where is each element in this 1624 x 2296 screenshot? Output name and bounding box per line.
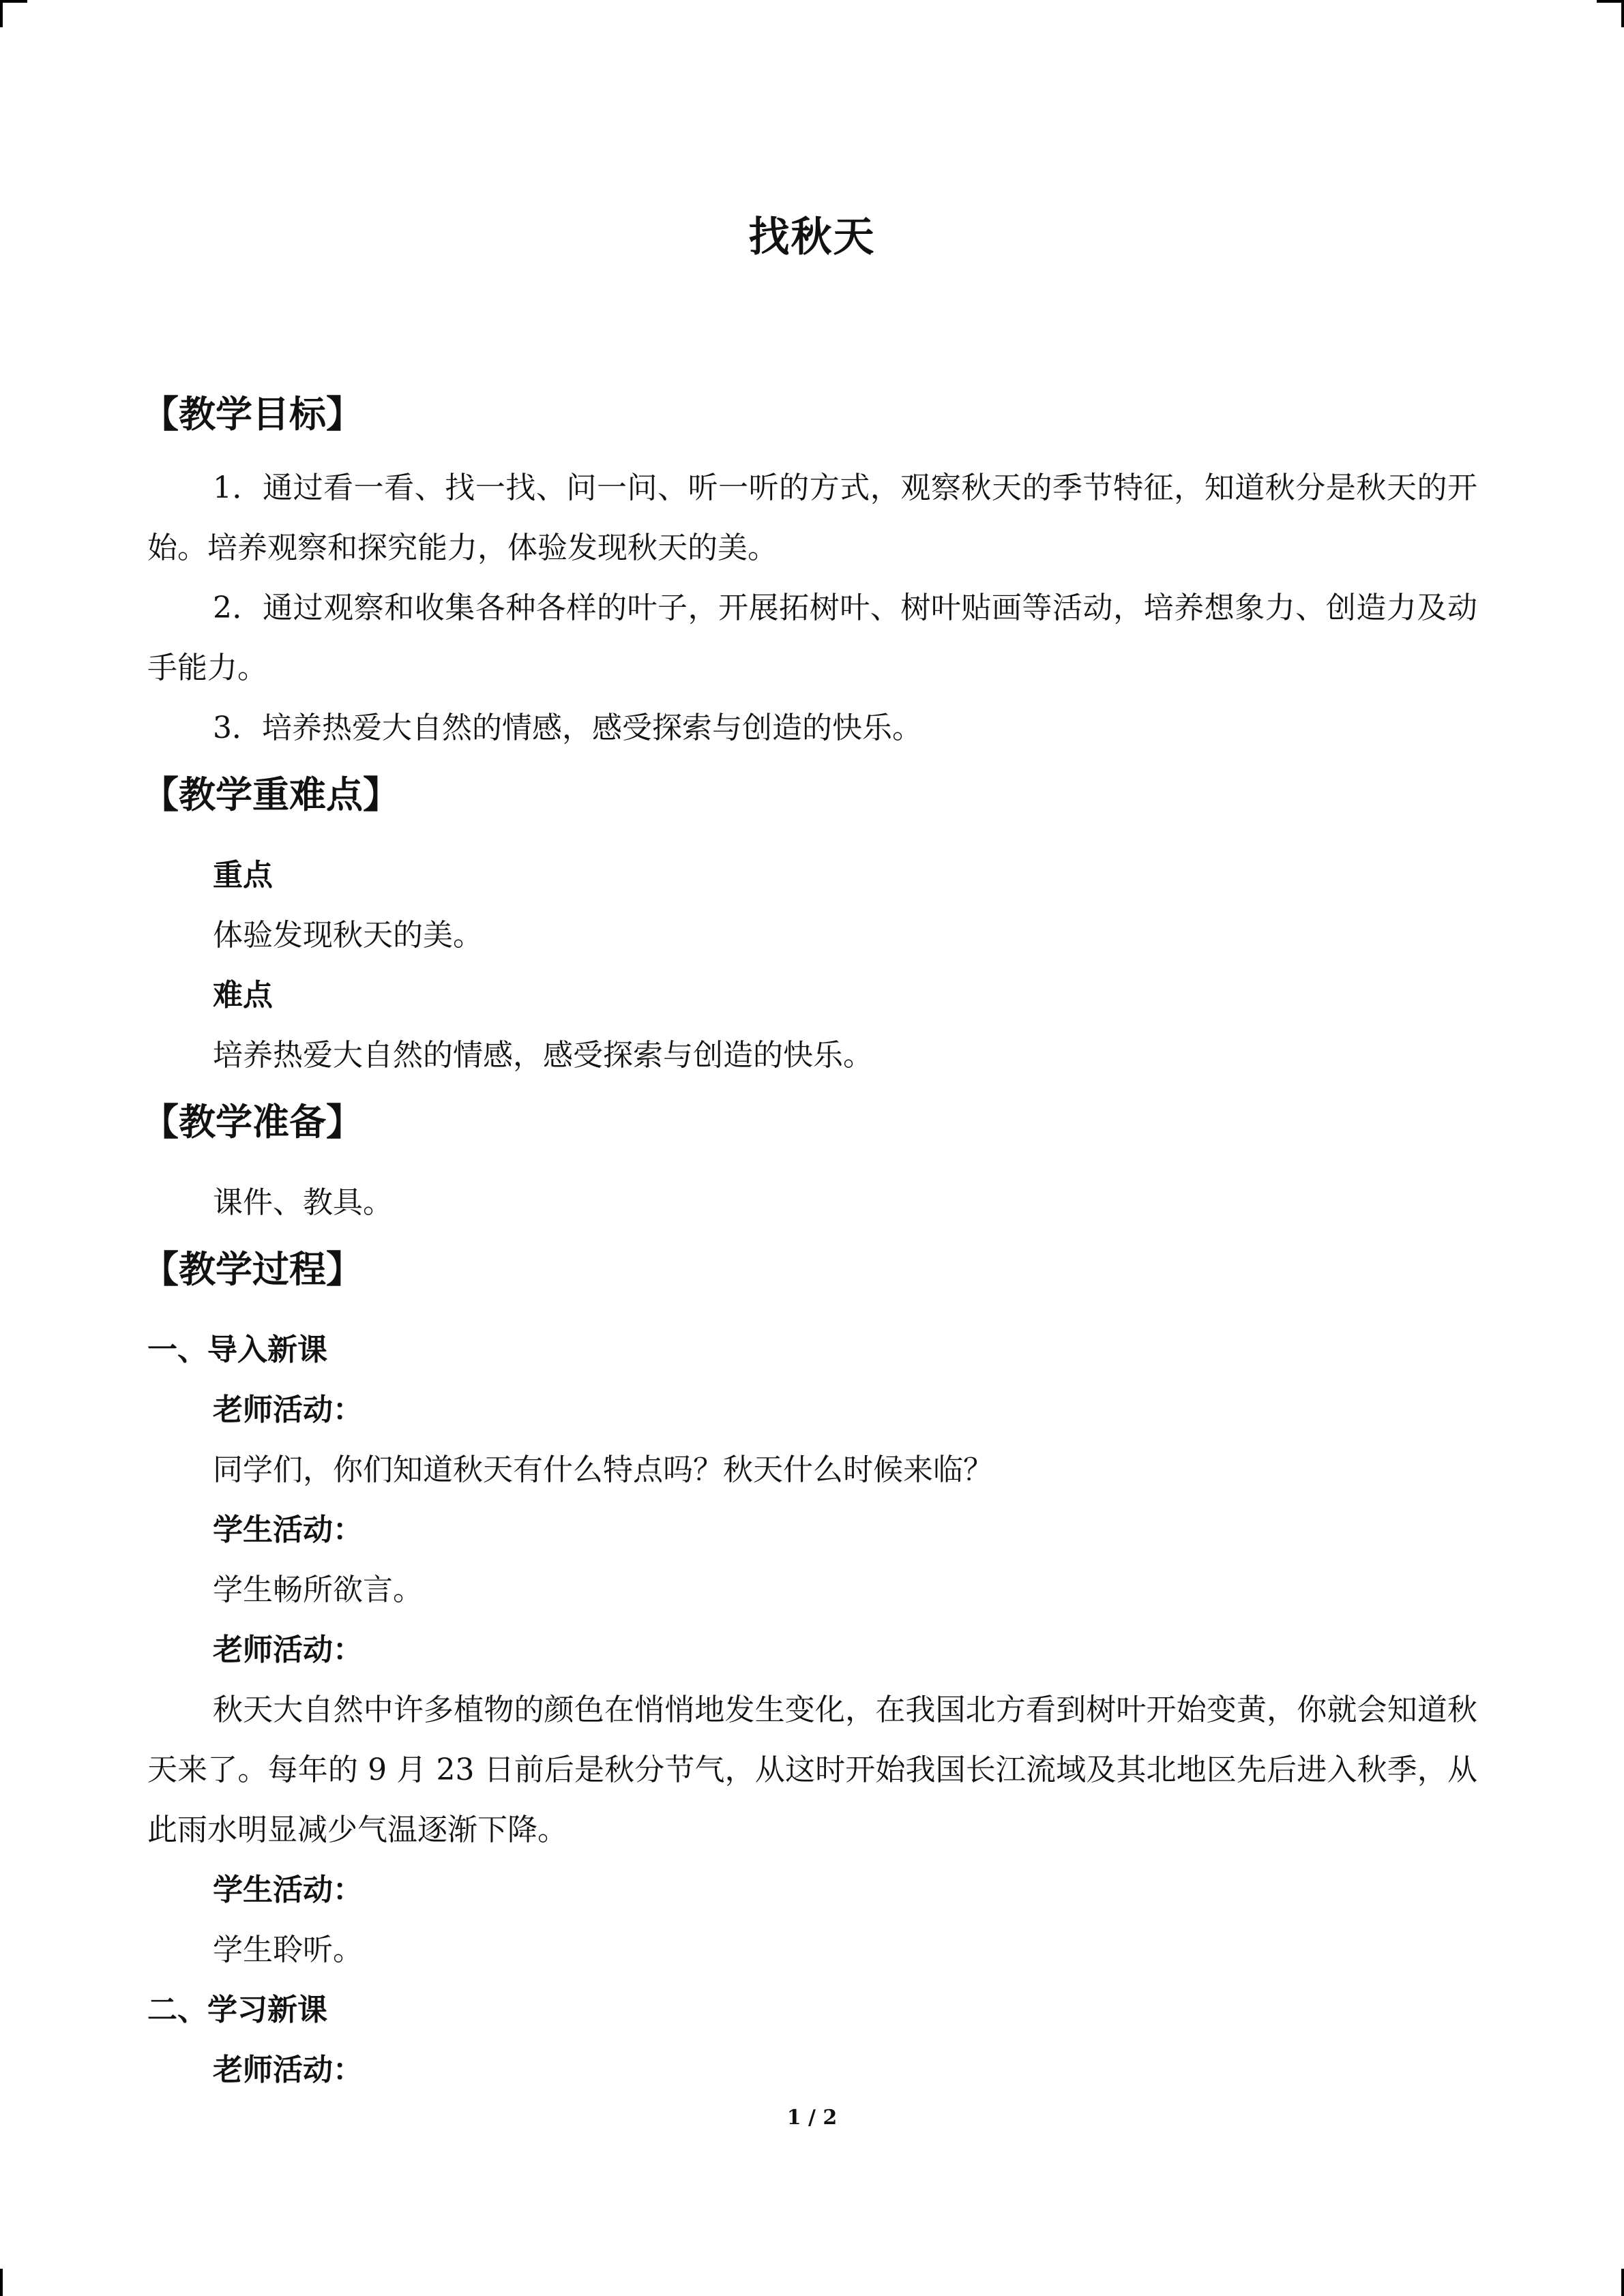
difficulty-text: 培养热爱大自然的情感，感受探索与创造的快乐。 (213, 1038, 873, 1073)
goal-item-1: 1．通过看一看、找一找、问一问、听一听的方式，观察秋天的季节特征，知道秋分是秋天的开始。培养观察和探究能力，体验发现秋天的美。 (147, 471, 1477, 565)
teacher-activity-text: 秋天大自然中许多植物的颜色在悄悄地发生变化，在我国北方看到树叶开始变黄，你就会知道秋天来了。每年的 9 月 23 日前后是秋分节气，从这时开始我国长江流域及其北地区先后进入秋季，从此雨水明显减少气温逐渐下降。 (147, 1693, 1477, 1847)
teacher-activity-label: 老师活动： (213, 1632, 363, 1667)
crop-mark-top-left-h (0, 0, 27, 3)
crop-mark-top-right-v (1621, 0, 1624, 27)
page-number: 1 / 2 (786, 2106, 838, 2130)
student-activity-text: 学生聆听。 (213, 1933, 363, 1967)
teacher-activity-label: 老师活动： (213, 1392, 363, 1427)
crop-mark-bottom-left-v (0, 2269, 3, 2296)
goal-item-3: 3．培养热爱大自然的情感，感受探索与创造的快乐。 (213, 711, 922, 745)
section-heading-key-points: 【教学重难点】 (142, 773, 400, 816)
goal-item-2: 2．通过观察和收集各种各样的叶子，开展拓树叶、树叶贴画等活动，培养想象力、创造力及动手能力。 (147, 591, 1477, 685)
document-title: 找秋天 (748, 213, 876, 261)
preparation-text: 课件、教具。 (213, 1185, 393, 1220)
focus-label: 重点 (213, 858, 273, 893)
student-activity-label: 学生活动： (213, 1512, 363, 1547)
section-heading-goals: 【教学目标】 (142, 393, 363, 436)
crop-mark-top-left-v (0, 0, 3, 27)
section-heading-preparation: 【教学准备】 (142, 1101, 363, 1144)
crop-mark-top-right-h (1597, 0, 1624, 3)
difficulty-label: 难点 (213, 978, 273, 1013)
student-activity-label: 学生活动： (213, 1873, 363, 1907)
student-activity-text: 学生畅所欲言。 (213, 1572, 423, 1607)
focus-text: 体验发现秋天的美。 (213, 918, 483, 953)
part-1-title: 一、导入新课 (147, 1332, 327, 1367)
teacher-activity-label: 老师活动： (213, 2053, 363, 2087)
teacher-activity-text: 同学们，你们知道秋天有什么特点吗？秋天什么时候来临？ (213, 1452, 993, 1487)
document-body (142, 382, 1477, 2100)
crop-mark-bottom-right-v (1621, 2269, 1624, 2296)
part-2-title: 二、学习新课 (147, 1993, 327, 2027)
section-heading-process: 【教学过程】 (142, 1248, 363, 1291)
